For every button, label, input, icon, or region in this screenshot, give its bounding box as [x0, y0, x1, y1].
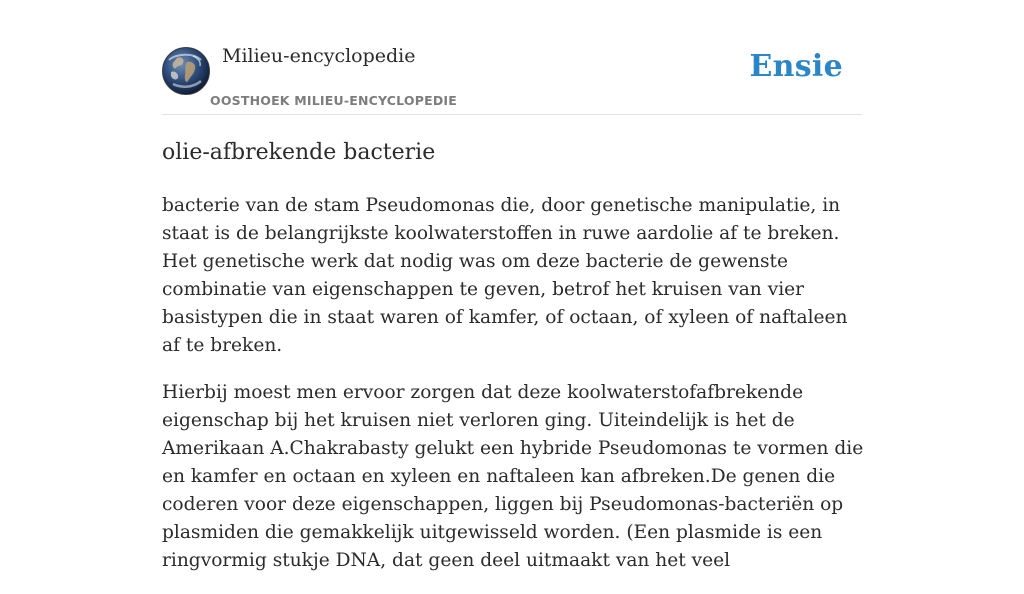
site-subtitle: OOSTHOEK MILIEU-ENCYCLOPEDIE — [210, 93, 457, 108]
entry-paragraph: Hierbij moest men ervoor zorgen dat deze koolwaterstofafbrekende eigenschap bij het kruisen niet verloren ging. Uiteindelijk is het de Amerikaan A.Chakrabasty gelukt een hybride Pseudomonas te vormen die en kamfer en octaan en xyleen en naftaleen kan afbreken.De genen die coderen voor deze eigenschappen, liggen bij Pseudomonas-bacteriën op plasmiden die gemakkelijk uitgewisseld worden. (Een plasmide is een ringvormig stukje DNA, dat geen deel uitmaakt van het veel — [162, 382, 864, 571]
brand-logo-link[interactable]: Ensie — [749, 49, 843, 84]
earth-globe-icon[interactable] — [162, 47, 210, 95]
entry-body — [162, 192, 864, 594]
entry-paragraph: bacterie van de stam Pseudomonas die, door genetische manipulatie, in staat is de belangrijkste koolwaterstoffen in ruwe aardolie af te breken. Het genetische werk dat nodig was om deze bacterie de gewenste combinatie van eigenschappen te geven, betrof het kruisen van vier basistypen die in staat waren of kamfer, of octaan, of xyleen of naftaleen af te breken. — [162, 195, 848, 356]
entry-title: olie-afbrekende bacterie — [162, 140, 436, 165]
site-header — [162, 0, 862, 115]
page — [162, 0, 864, 571]
site-title[interactable]: Milieu-encyclopedie — [222, 45, 416, 67]
